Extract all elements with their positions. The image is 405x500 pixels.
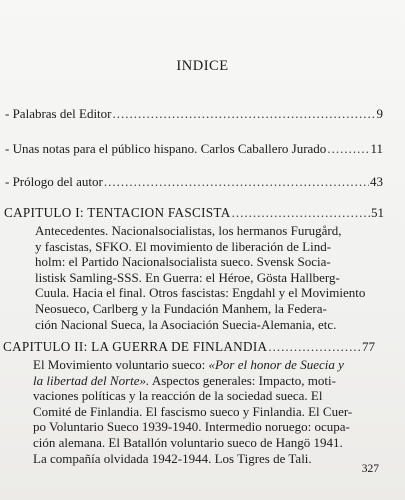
- toc-entry-page: 9: [376, 106, 383, 121]
- summary-line: Cuula. Hacia el final. Otros fascistas: Engdahl y el Movimiento: [35, 285, 366, 301]
- chapter-page: 51: [371, 205, 384, 220]
- chapter-2-summary: [33, 357, 377, 466]
- summary-line: ción Nacional Sueca, la Asociación Suecia-Alemania, etc.: [35, 316, 337, 332]
- chapter-page: 77: [362, 339, 375, 354]
- leader-dots: [113, 106, 376, 122]
- chapter-1-heading: [4, 205, 384, 221]
- leader-dots: [232, 205, 370, 221]
- page-number: 327: [361, 463, 379, 475]
- summary-line: ción alemana. El Batallón voluntario sueco de Hangö 1941.: [33, 434, 343, 450]
- quote-text: «Por el honor de Suecia y: [208, 357, 344, 372]
- summary-line: [33, 373, 377, 389]
- summary-line: Antecedentes. Nacionalsocialistas, los hermanos Furugård,: [35, 223, 342, 238]
- leader-dots: [104, 174, 369, 190]
- chapter-title: CAPITULO I: TENTACION FASCISTA: [4, 205, 231, 220]
- summary-line: Comité de Finlandia. El fascismo sueco y Finlandia. El Cuer-: [33, 403, 353, 419]
- toc-entry-editor: [5, 106, 383, 122]
- toc-entry-label: - Unas notas para el público hispano. Carlos Caballero Jurado: [5, 141, 327, 156]
- summary-line: [33, 357, 377, 373]
- summary-text: Aspectos generales: Impacto, moti-: [149, 372, 336, 388]
- summary-text: El Movimiento voluntario sueco:: [33, 357, 209, 372]
- summary-line: Neosueco, Carlberg y la Fundación Manhem, la Federa-: [35, 300, 327, 316]
- summary-line: vaciones políticas y la reacción de la sociedad sueca. El: [33, 388, 323, 404]
- chapter-1-summary: [35, 223, 383, 332]
- leader-dots: [327, 141, 369, 157]
- toc-entry-label: - Palabras del Editor: [5, 106, 112, 121]
- summary-line: La compañía olvidada 1942-1944. Los Tigres de Tali.: [33, 450, 312, 466]
- toc-entry-prologue: [5, 174, 383, 190]
- page-title: INDICE: [176, 58, 229, 74]
- chapter-title: CAPITULO II: LA GUERRA DE FINLANDIA: [3, 339, 268, 354]
- toc-entry-notes: [5, 141, 383, 157]
- quote-text: la libertad del Norte».: [33, 372, 150, 388]
- summary-line: listisk Samling-SSS. En Guerra: el Héroe, Gösta Hallberg-: [35, 269, 340, 285]
- summary-line: holm: el Partido Nacionalsocialista sueco. Svensk Socia-: [35, 254, 331, 270]
- chapter-2-heading: [3, 339, 375, 355]
- leader-dots: [268, 339, 361, 355]
- toc-entry-page: 11: [370, 141, 383, 156]
- toc-entry-page: 43: [370, 174, 383, 189]
- summary-line: y fascistas, SFKO. El movimiento de liberación de Lind-: [35, 238, 332, 254]
- toc-entry-label: - Prólogo del autor: [5, 174, 103, 189]
- summary-line: po Voluntario Sueco 1939-1940. Intermedio noruego: ocupa-: [33, 419, 350, 435]
